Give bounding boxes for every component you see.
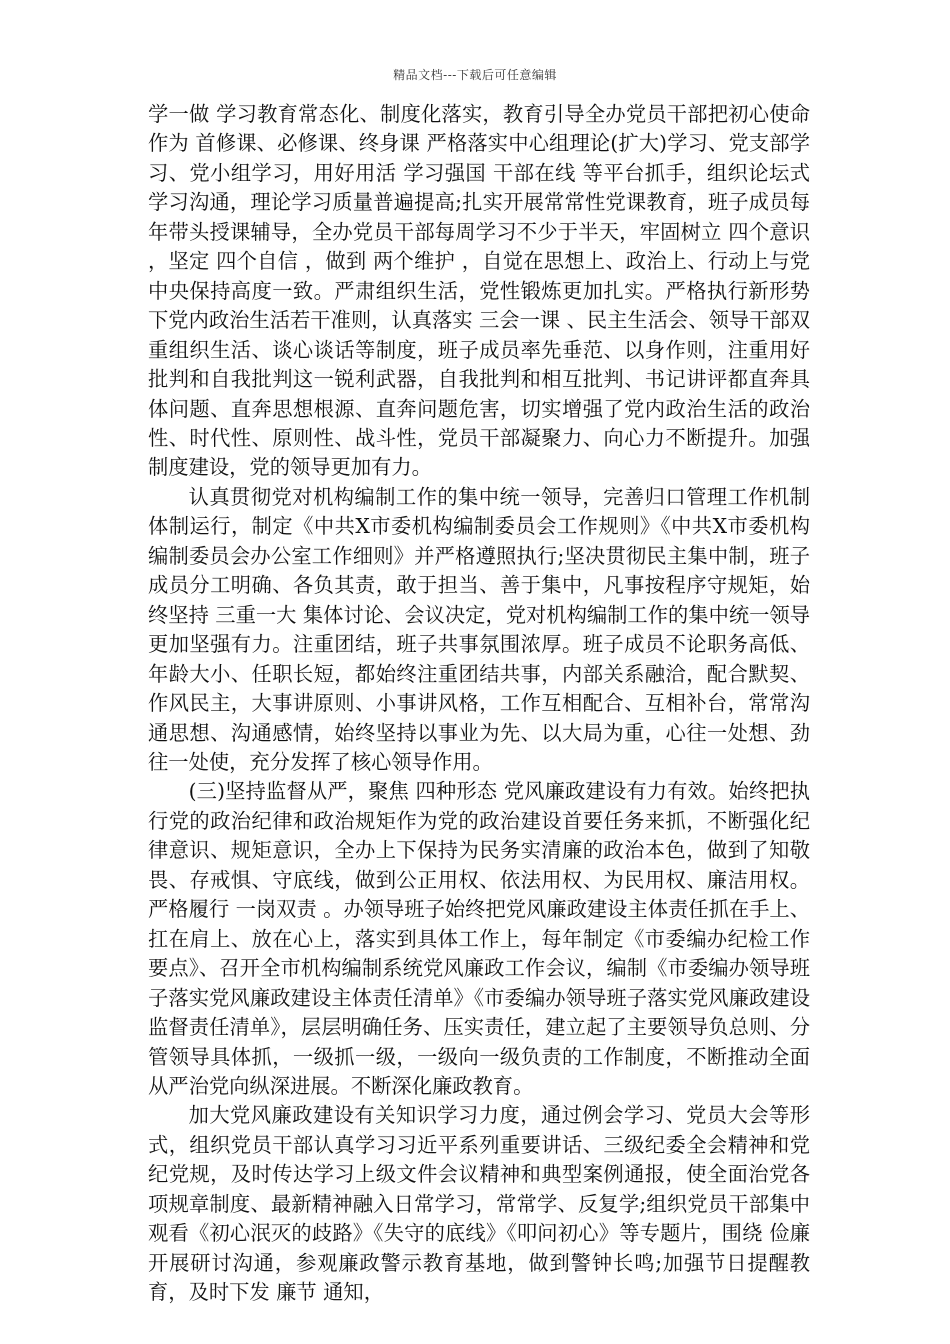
page-header: 精品文档---下载后可任意编辑 bbox=[393, 68, 557, 82]
document-body bbox=[148, 100, 810, 1308]
paragraph-1: 学一做 学习教育常态化、制度化落实，教育引导全办党员干部把初心使命作为 首修课、必修课、终身课 严格落实中心组理论(扩大)学习、党支部学习、党小组学习，用好用活 学习强国 干部在线 等平台抓手，组织论坛式学习沟通，理论学习质量普遍提高;扎实开展常常性党课教育，班子成员每年带头授课辅导，全办党员干部每周学习不少于半天，牢固树立 四个意识 ，坚定 四个自信 ，做到 两个维护 ，自觉在思想上、政治上、行动上与党中央保持高度一致。严肃组织生活，党性锻炼更加扎实。严格执行新形势下党内政治生活若干准则，认真落实 三会一课 、民主生活会、领导干部双重组织生活、谈心谈话等制度，班子成员率先垂范、以身作则，注重用好批判和自我批判这一锐利武器，自我批判和相互批判、书记讲评都直奔具体问题、直奔思想根源、直奔问题危害，切实增强了党内政治生活的政治性、时代性、原则性、战斗性，党员干部凝聚力、向心力不断提升。加强制度建设，党的领导更加有力。 bbox=[148, 102, 810, 480]
paragraph-3: (三)坚持监督从严，聚焦 四种形态 党风廉政建设有力有效。始终把执行党的政治纪律和政治规矩作为党的政治建设首要任务来抓，不断强化纪律意识、规矩意识，全办上下保持为民务实清廉的政治本色，做到了知敬畏、存戒惧、守底线，做到公正用权、依法用权、为民用权、廉洁用权。严格履行 一岗双责 。办领导班子始终把党风廉政建设主体责任抓在手上、扛在肩上、放在心上，落实到具体工作上，每年制定《市委编办纪检工作要点》、召开全市机构编制系统党风廉政工作会议，编制《市委编办领导班子落实党风廉政建设主体责任清单》《市委编办领导班子落实党风廉政建设监督责任清单》，层层明确任务、压实责任，建立起了主要领导负总则、分管领导具体抓，一级抓一级，一级向一级负责的工作制度，不断推动全面从严治党向纵深进展。不断深化廉政教育。 bbox=[148, 779, 810, 1098]
paragraph-4: 加大党风廉政建设有关知识学习力度，通过例会学习、党员大会等形式，组织党员干部认真学习习近平系列重要讲话、三级纪委全会精神和党纪党规，及时传达学习上级文件会议精神和典型案例通报，使全面治党各项规章制度、最新精神融入日常学习，常常学、反复学;组织党员干部集中观看《初心泯灭的歧路》《失守的底线》《叩问初心》等专题片，围绕 俭廉 开展研讨沟通，参观廉政警示教育基地，做到警钟长鸣;加强节日提醒教育，及时下发 廉节 通知， bbox=[148, 1103, 810, 1305]
paragraph-2: 认真贯彻党对机构编制工作的集中统一领导，完善归口管理工作机制体制运行，制定《中共X市委机构编制委员会工作规则》《中共X市委机构编制委员会办公室工作细则》并严格遵照执行;坚决贯彻民主集中制，班子成员分工明确、各负其责，敢于担当、善于集中，凡事按程序守规矩，始终坚持 三重一大 集体讨论、会议决定，党对机构编制工作的集中统一领导更加坚强有力。注重团结，班子共事氛围浓厚。班子成员不论职务高低、年龄大小、任职长短，都始终注重团结共事，内部关系融洽，配合默契、作风民主，大事讲原则、小事讲风格，工作互相配合、互相补台，常常沟通思想、沟通感情，始终坚持以事业为先、以大局为重，心往一处想、劲往一处使，充分发挥了核心领导作用。 bbox=[148, 484, 810, 774]
